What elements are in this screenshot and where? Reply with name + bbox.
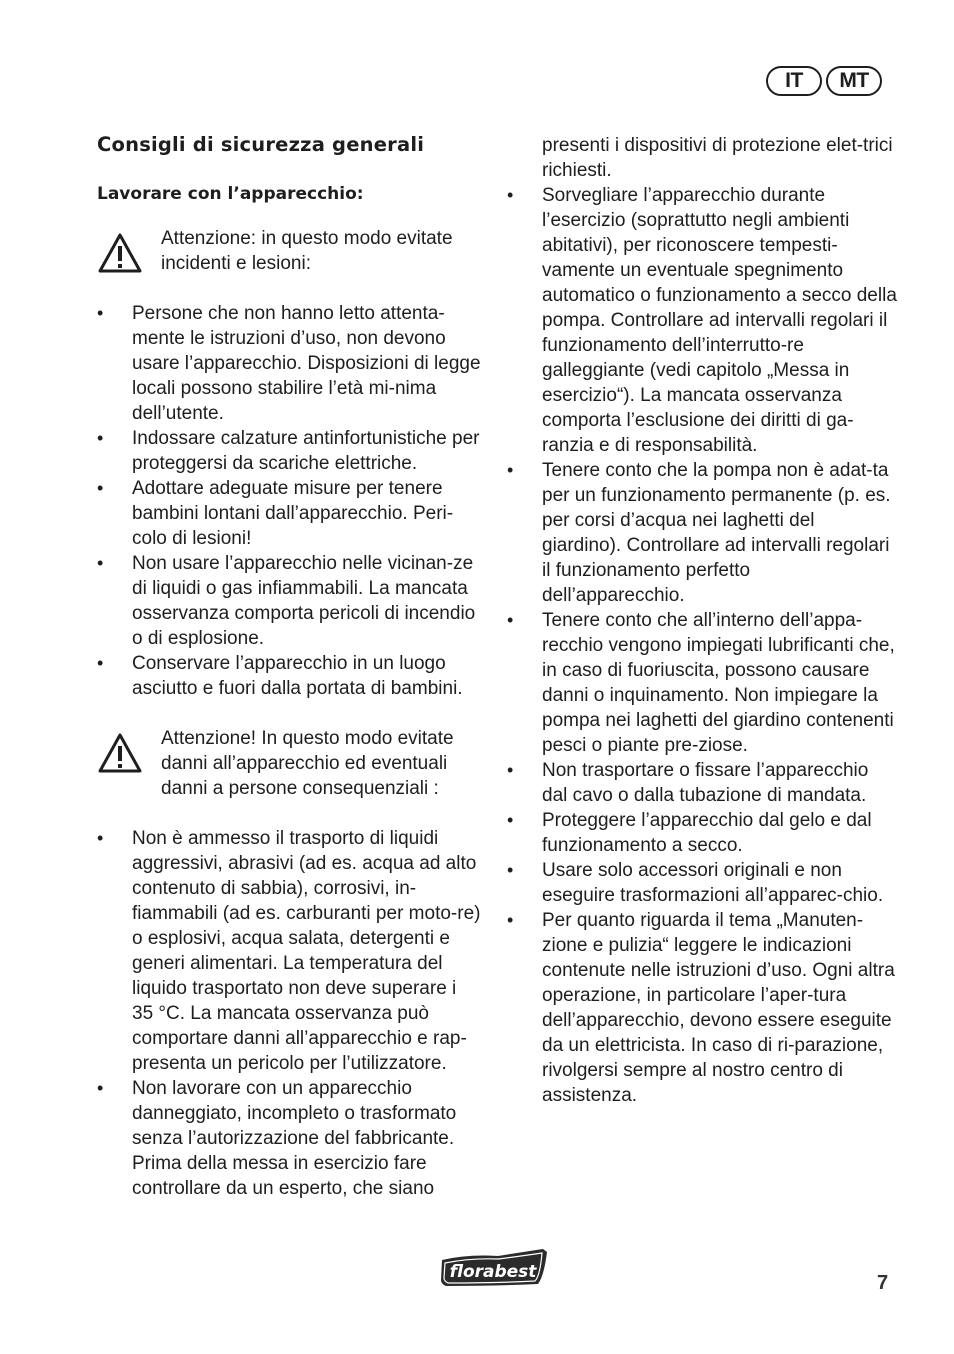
lang-badge-mt: MT: [826, 66, 882, 96]
safety-list-2: [97, 826, 482, 1201]
florabest-logo: [438, 1246, 551, 1288]
warning-triangle-icon: [97, 232, 143, 274]
list-item: • Conservare l’apparecchio in un luogo asciutto e fuori dalla portata di bambini.: [97, 651, 482, 701]
list-item: • Persone che non hanno letto attenta-mente le istruzioni d’uso, non devono usare l’apparecchio. Disposizioni di legge locali possono stabilire l’età mi-nima dell’utente.: [97, 301, 482, 426]
list-item: • Per quanto riguarda il tema „Manuten-zione e pulizia“ leggere le indicazioni contenute nelle istruzioni d’uso. Ogni altra operazione, in particolare l’aper-tura dell’apparecchio, devono essere eseguite da un elettricista. In caso di ri-parazione, rivolgersi sempre al nostro centro di assistenza.: [507, 908, 897, 1108]
lang-badge-it: IT: [766, 66, 822, 96]
warning-triangle-icon: [97, 732, 143, 774]
list-item: • Tenere conto che all’interno dell’appa-recchio vengono impiegati lubrificanti che, in caso di fuoriuscita, possono causare danni o inquinamento. Non impiegare la pompa nei laghetti del giardino contenenti pesci o piante pre-ziose.: [507, 608, 897, 758]
section-subtitle: Lavorare con l’apparecchio:: [97, 184, 364, 204]
warning-notice-2: [97, 726, 482, 801]
list-item: • Sorvegliare l’apparecchio durante l’esercizio (soprattutto negli ambienti abitativi), per riconoscere tempesti-vamente un eventuale spegnimento automatico o funzionamento a secco della pompa. Controllare ad intervalli regolari il funzionamento dell’interrutto-re galleggiante (vedi capitolo „Messa in esercizio“). La mancata osservanza comporta l’esclusione dei diritti di ga-ranzia e di responsabilità.: [507, 183, 897, 458]
language-badges: [766, 66, 882, 96]
list-item: • Non trasportare o fissare l’apparecchio dal cavo o dalla tubazione di mandata.: [507, 758, 897, 808]
list-item: • Adottare adeguate misure per tenere bambini lontani dall’apparecchio. Peri-colo di lesioni!: [97, 476, 482, 551]
list-item: • Tenere conto che la pompa non è adat-ta per un funzionamento permanente (p. es. per corsi d’acqua nei laghetti del giardino). Controllare ad intervalli regolari il funzionamento perfetto dell’apparecchio.: [507, 458, 897, 608]
warning-text-2: Attenzione! In questo modo evitate danni all’apparecchio ed eventuali danni a persone consequenziali :: [161, 728, 454, 799]
left-column: [97, 130, 482, 1226]
right-column: [507, 133, 897, 1108]
continued-item-text: presenti i dispositivi di protezione elet-trici richiesti.: [542, 135, 893, 181]
section-title: Consigli di sicurezza generali: [97, 133, 425, 156]
warning-notice-1: [97, 226, 482, 276]
list-item: • Non lavorare con un apparecchio danneggiato, incompleto o trasformato senza l’autorizzazione del fabbricante. Prima della messa in esercizio fare controllare da un esperto, che siano: [97, 1076, 482, 1201]
list-item: • Usare solo accessori originali e non eseguire trasformazioni all’apparec-chio.: [507, 858, 897, 908]
warning-text-1: Attenzione: in questo modo evitate incidenti e lesioni:: [161, 228, 453, 274]
brand-logo-text: florabest: [449, 1262, 537, 1282]
list-item: • Non usare l’apparecchio nelle vicinan-ze di liquidi o gas infiammabili. La mancata osservanza comporta pericoli di incendio o di esplosione.: [97, 551, 482, 651]
list-item: • Non è ammesso il trasporto di liquidi aggressivi, abrasivi (ad es. acqua ad alto contenuto di sabbia), corrosivi, in-fiammabili (ad es. carburanti per moto-re) o esplosivi, acqua salata, detergenti e generi alimentari. La temperatura del liquido trasportato non deve superare i 35 °C. La mancata osservanza può comportare danni all’apparecchio e rap-presenta un pericolo per l’utilizzatore.: [97, 826, 482, 1076]
safety-list-1: [97, 301, 482, 701]
safety-list-3: [507, 183, 897, 1108]
list-item: • Proteggere l’apparecchio dal gelo e dal funzionamento a secco.: [507, 808, 897, 858]
list-item: • Indossare calzature antinfortunistiche per proteggersi da scariche elettriche.: [97, 426, 482, 476]
page-number: 7: [877, 1272, 889, 1294]
